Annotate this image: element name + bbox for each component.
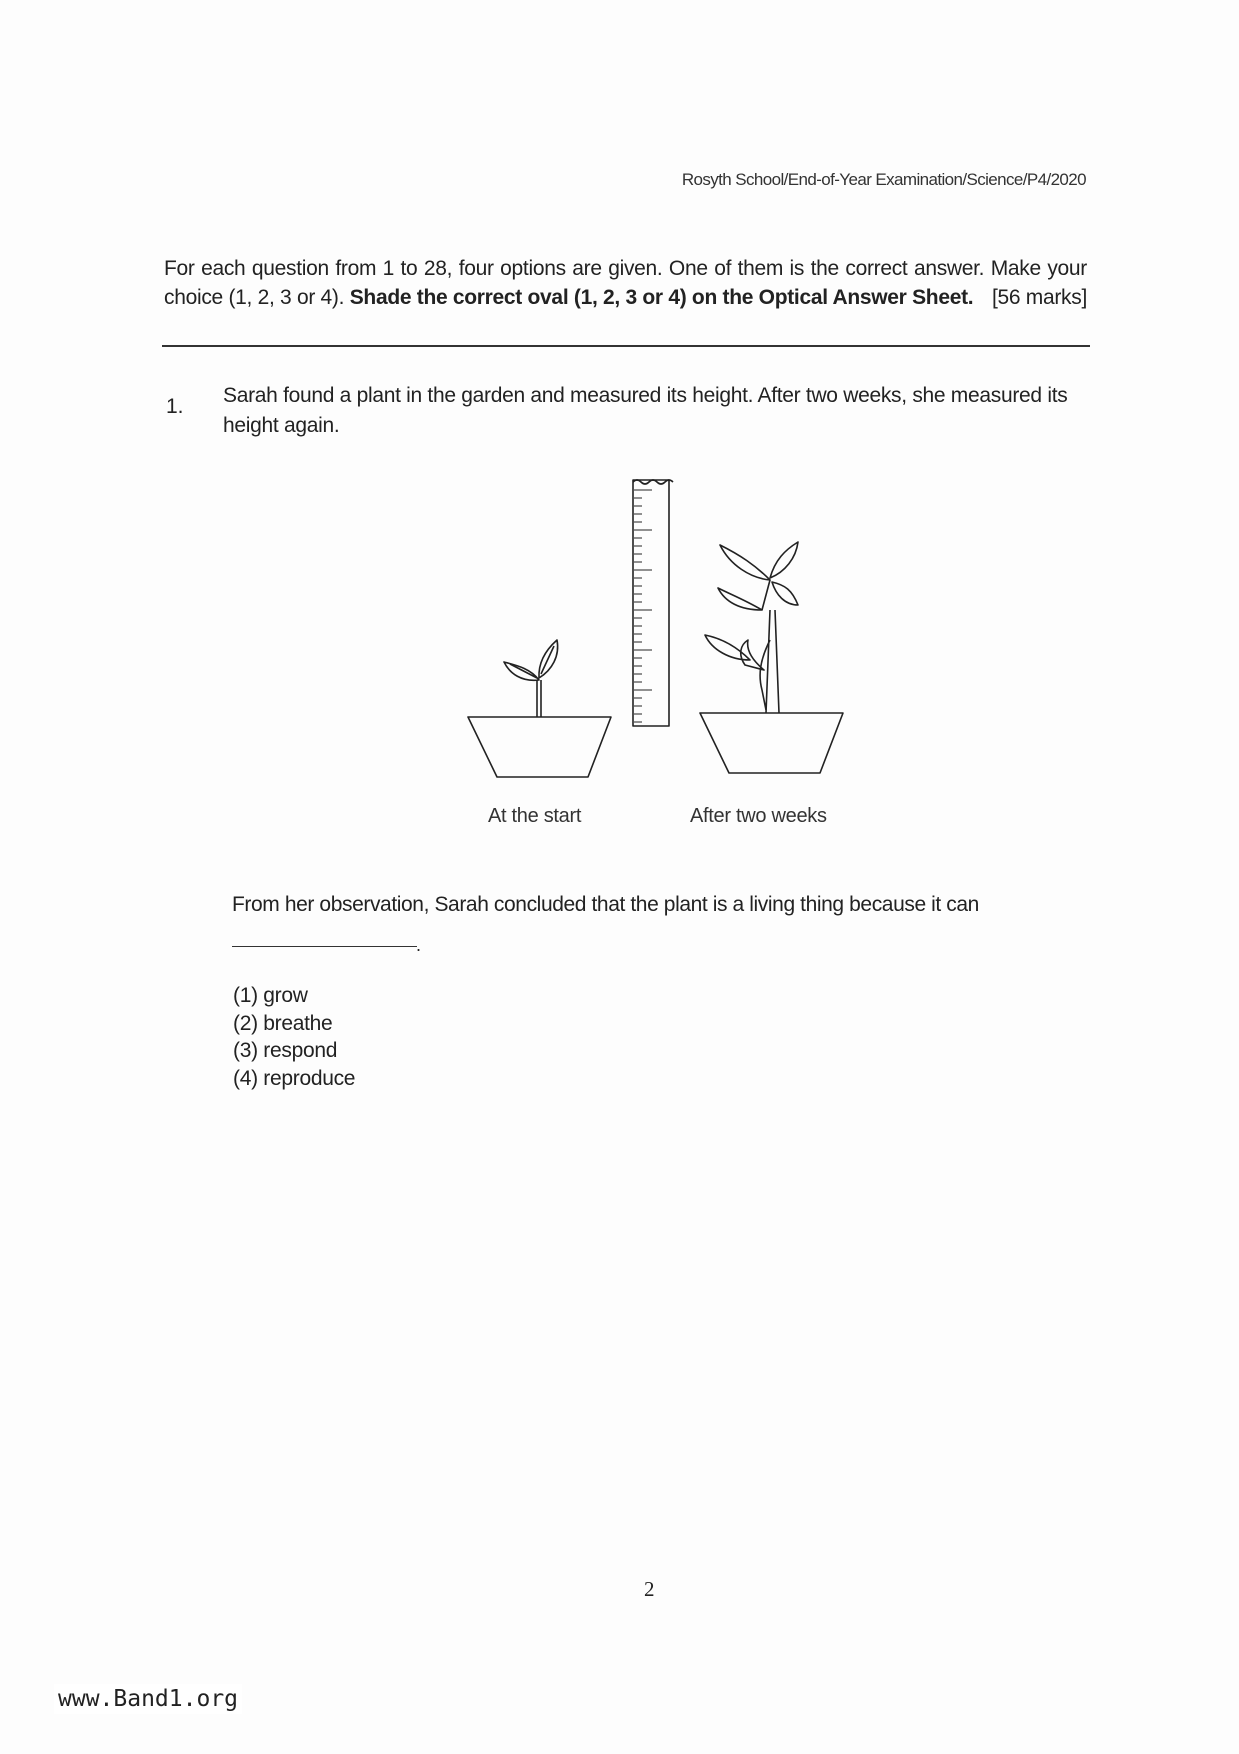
marks-label: [56 marks] (991, 286, 1087, 309)
question-number: 1. (166, 395, 184, 418)
question-text: Sarah found a plant in the garden and measured its height. After two weeks, she measured its height again. (223, 384, 1068, 437)
grown-plant (705, 542, 798, 713)
page-number: 2 (644, 1577, 655, 1601)
instructions (164, 254, 1087, 312)
answer-blank (232, 946, 417, 947)
option-4: (4) reproduce (233, 1066, 356, 1090)
exam-header: Rosyth School/End-of-Year Examination/Science/P4/2020 (681, 170, 1086, 189)
blank-period: . (416, 935, 422, 955)
instructions-bold-text: Shade the correct oval (1, 2, 3 or 4) on the Optical Answer Sheet. (349, 286, 974, 309)
seedling (504, 640, 558, 717)
option-3: (3) respond (233, 1039, 338, 1062)
watermark: www.Band1.org (54, 1684, 242, 1714)
question-stem: From her observation, Sarah concluded that the plant is a living thing because it can (232, 893, 979, 916)
pot-start (468, 717, 611, 777)
caption-at-start: At the start (488, 805, 582, 827)
option-2: (2) breathe (233, 1011, 333, 1035)
answer-options (233, 982, 355, 1092)
caption-after-two-weeks: After two weeks (690, 805, 827, 827)
divider (162, 345, 1090, 347)
ruler (633, 480, 673, 726)
pot-after (700, 713, 843, 773)
option-1: (1) grow (233, 984, 308, 1007)
plant-growth-figure (440, 460, 870, 840)
instructions-text: For each question from 1 to 28, four options are given. One of them is the correct answer. Make your choice (1, 2, 3 or 4). (164, 257, 1087, 309)
